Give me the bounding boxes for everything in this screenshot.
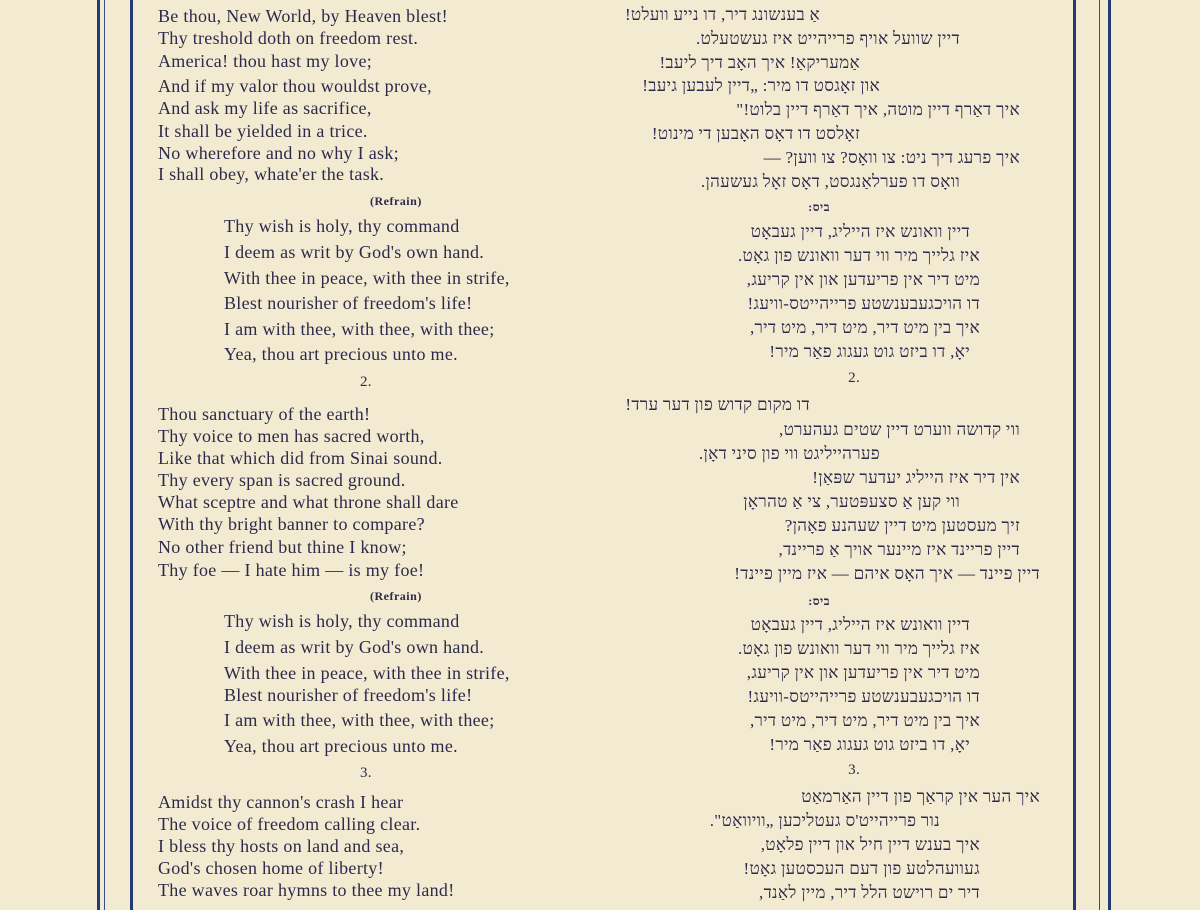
en-v1-line: America! thou hast my love;: [158, 51, 373, 71]
yi-v2-line: אין דיר איז הייליג יעדער שפּאַן!: [812, 468, 1020, 487]
en-v3-line: I bless thy hosts on land and sea,: [158, 836, 405, 856]
yi-v1-line: אַ בענשונג דיר, דו נייע וועלט!: [624, 5, 820, 24]
en-v2-line: With thy bright banner to compare?: [158, 514, 425, 534]
yi-refrain-line: איך בין מיט דיר, מיט דיר, מיט דיר,: [749, 318, 980, 337]
yi-v1-line: איך דאַרף דיין מוטה, איך דאַרף דיין בלוט!": [736, 100, 1020, 119]
yi-v1-line: און זאָגסט דו מיר: „דיין לעבען גיעב!: [642, 76, 880, 95]
en-refrain-line: Thy wish is holy, thy command: [224, 611, 460, 631]
en-v1-line: No wherefore and no why I ask;: [158, 143, 399, 163]
en-stanza-number: 3.: [360, 765, 372, 781]
yi-v1-line: איך פרעג דיך ניט: צו וואָס? צו ווען? —: [763, 148, 1020, 167]
en-v1-line: Be thou, New World, by Heaven blest!: [158, 6, 448, 26]
en-refrain-line: Yea, thou art precious unto me.: [224, 344, 458, 364]
yi-refrain-line: איז גלייך מיר ווי דער וואונש פון גאָט.: [737, 639, 980, 658]
en-refrain-line: With thee in peace, with thee in strife,: [224, 663, 510, 683]
en-v3-line: God's chosen home of liberty!: [158, 858, 384, 878]
en-v2-line: No other friend but thine I know;: [158, 537, 407, 557]
yi-v3-line: נור פרייהייט'ס געטליכען „וויוואַט".: [709, 811, 940, 830]
en-v2-line: What sceptre and what throne shall dare: [158, 492, 459, 512]
yi-v3-line: איך הער אין קראַך פון דיין האַרמאַט: [801, 787, 1040, 806]
yi-v3-line: איך בענש דיין חיל און דיין פלאָט,: [760, 835, 980, 854]
en-refrain-line: With thee in peace, with thee in strife,: [224, 268, 510, 288]
yi-v3-line: דיר ים רוישט הלל דיר, מיין לאַנד,: [759, 883, 980, 902]
yi-refrain-line: איז גלייך מיר ווי דער וואונש פון גאָט.: [737, 246, 980, 265]
yi-v2-line: פערהייליגט ווי פון סיני דאָן.: [698, 444, 880, 463]
en-v1-line: It shall be yielded in a trice.: [158, 121, 368, 141]
yi-v2-line: דיין פיינד — איך האָס איהם — איז מיין פיינד!: [734, 564, 1040, 583]
en-v2-line: Thy every span is sacred ground.: [158, 470, 406, 490]
en-refrain-line: I deem as writ by God's own hand.: [224, 242, 485, 262]
yi-v2-line: דיין פריינד איז מיינער אויך אַ פריינד,: [778, 540, 1020, 559]
yi-stanza-number: .3: [848, 762, 860, 778]
yi-refrain-label: ביס:: [808, 200, 830, 214]
yi-stanza-number: .2: [848, 370, 860, 386]
en-v3-line: The waves roar hymns to thee my land!: [158, 880, 455, 900]
yi-v2-line: ווי קדושה ווערט דיין שטים געהערט,: [779, 420, 1020, 439]
yi-v1-line: זאָלסט דו דאָס האָבען די מינוט!: [651, 124, 860, 143]
en-refrain-line: Yea, thou art precious unto me.: [224, 736, 458, 756]
yi-v1-line: אַמעריקאַ! איך האָב דיך ליעב!: [659, 53, 860, 72]
yi-refrain-line: דו הויכגעבענשטע פרייהייטס-וויעג!: [747, 294, 980, 313]
en-v2-line: Thy foe — I hate him — is my foe!: [158, 560, 425, 580]
en-v2-line: Like that which did from Sinai sound.: [158, 448, 443, 468]
yi-refrain-line: יאָ, דו ביזט גוט געגוג פאַר מיר!: [769, 342, 970, 361]
yi-refrain-line: מיט דיר אין פריעדען און אין קריעג,: [746, 663, 980, 682]
en-v3-line: Amidst thy cannon's crash I hear: [158, 792, 404, 812]
yi-v2-line: ווי קען אַ סצעפּטער, צי אַ טהראָן: [743, 492, 960, 511]
yi-refrain-line: דו הויכגעבענשטע פרייהייטס-וויעג!: [747, 687, 980, 706]
yi-v2-line: זיך מעסטען מיט דיין שעהנע פאָהן?: [784, 516, 1020, 535]
en-v2-line: Thy voice to men has sacred worth,: [158, 426, 425, 446]
yi-refrain-line: איך בין מיט דיר, מיט דיר, מיט דיר,: [749, 711, 980, 730]
yi-v2-line: דו מקום קדוש פון דער ערד!: [625, 395, 810, 414]
en-refrain-line: Thy wish is holy, thy command: [224, 216, 460, 236]
en-refrain-line: Blest nourisher of freedom's life!: [224, 685, 473, 705]
en-refrain-line: Blest nourisher of freedom's life!: [224, 293, 473, 313]
en-v2-line: Thou sanctuary of the earth!: [158, 404, 371, 424]
en-refrain-line: I deem as writ by God's own hand.: [224, 637, 485, 657]
yi-refrain-line: יאָ, דו ביזט גוט געגוג פאַר מיר!: [769, 735, 970, 754]
en-stanza-number: 2.: [360, 374, 372, 390]
en-refrain-label: (Refrain): [370, 589, 422, 603]
yi-refrain-line: דיין וואונש איז הייליג, דיין געבאָט: [750, 615, 970, 634]
yi-v3-line: געוועהלטע פון דעם העכסטען גאָט!: [743, 859, 980, 878]
en-v3-line: The voice of freedom calling clear.: [158, 814, 421, 834]
en-refrain-line: I am with thee, with thee, with thee;: [224, 710, 495, 730]
en-v1-line: Thy treshold doth on freedom rest.: [158, 28, 419, 48]
yi-v1-line: וואָס דו פערלאַנגסט, דאָס זאָל געשעהן.: [700, 172, 960, 191]
en-v1-line: And if my valor thou wouldst prove,: [158, 76, 432, 96]
yi-v1-line: דיין שוועל אויף פרייהייט איז געשטעלט.: [695, 29, 960, 48]
en-v1-line: And ask my life as sacrifice,: [158, 98, 372, 118]
en-refrain-label: (Refrain): [370, 194, 422, 208]
en-v1-line: I shall obey, whate'er the task.: [158, 164, 385, 184]
yi-refrain-label: ביס:: [808, 594, 830, 608]
yi-refrain-line: מיט דיר אין פריעדען און אין קריעג,: [746, 270, 980, 289]
yi-refrain-line: דיין וואונש איז הייליג, דיין געבאָט: [750, 222, 970, 241]
en-refrain-line: I am with thee, with thee, with thee;: [224, 319, 495, 339]
